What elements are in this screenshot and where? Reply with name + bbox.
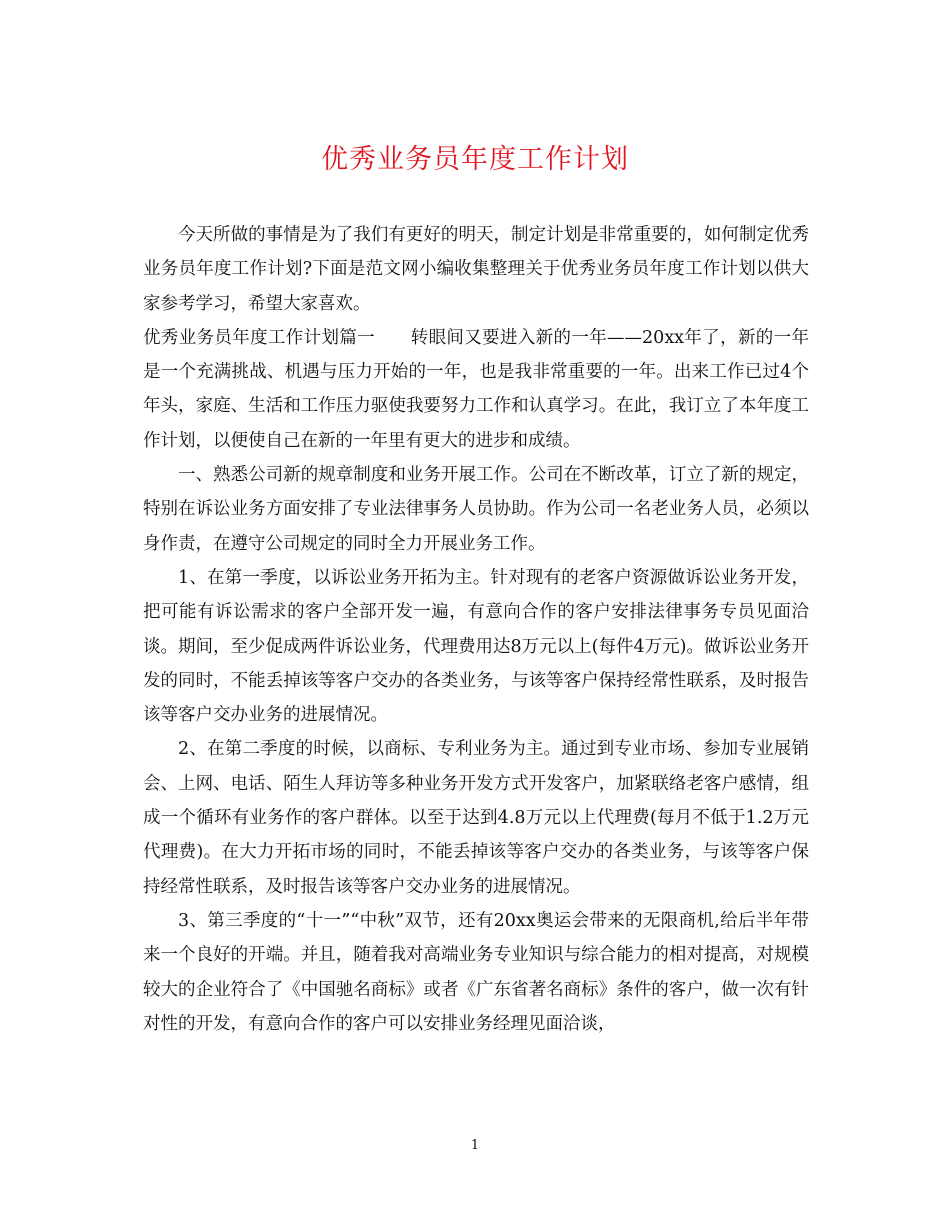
intro-paragraph: 今天所做的事情是为了我们有更好的明天，制定计划是非常重要的，如何制定优秀业务员年度工作计划?下面是范文网小编收集整理关于优秀业务员年度工作计划以供大家参考学习，希望大家喜欢。 — [143, 225, 809, 314]
document-body — [143, 218, 809, 1041]
page-number: 1 — [470, 1138, 480, 1153]
first-quarter-paragraph: 1、在第一季度，以诉讼业务开拓为主。针对现有的老客户资源做诉讼业务开发，把可能有诉讼需求的客户全部开发一遍，有意向合作的客户安排法律事务专员见面洽谈。期间，至少促成两件诉讼业务，代理费用达8万元以上(每件4万元)。做诉讼业务开发的同时，不能丢掉该等客户交办的各类业务，与该等客户保持经常性联系，及时报告该等客户交办业务的进展情况。 — [143, 567, 809, 726]
third-quarter-paragraph: 3、第三季度的“十一”“中秋”双节，还有20xx奥运会带来的无限商机,给后半年带来一个良好的开端。并且，随着我对高端业务专业知识与综合能力的相对提高，对规模较大的企业符合了《中国驰名商标》或者《广东省著名商标》条件的客户，做一次有针对性的开发，有意向合作的客户可以安排业务经理见面洽谈， — [143, 910, 809, 1034]
document-title: 优秀业务员年度工作计划 — [321, 144, 629, 175]
second-quarter-paragraph: 2、在第二季度的时候，以商标、专利业务为主。通过到专业市场、参加专业展销会、上网、电话、陌生人拜访等多种业务开发方式开发客户，加紧联络老客户感情，组成一个循环有业务作的客户群体。以至于达到4.8万元以上代理费(每月不低于1.2万元代理费)。在大力开拓市场的同时，不能丢掉该等客户交办的各类业务，与该等客户保持经常性联系，及时报告该等客户交办业务的进展情况。 — [143, 739, 809, 897]
section-one-paragraph: 一、熟悉公司新的规章制度和业务开展工作。公司在不断改革，订立了新的规定，特别在诉讼业务方面安排了专业法律事务人员协助。作为公司一名老业务人员，必须以身作责，在遵守公司规定的同时全力开展业务工作。 — [143, 465, 809, 554]
plan-paragraph-1: 优秀业务员年度工作计划篇一 转眼间又要进入新的一年——20xx年了，新的一年是一个充满挑战、机遇与压力开始的一年，也是我非常重要的一年。出来工作已过4个年头，家庭、生活和工作压力驱使我要努力工作和认真学习。在此，我订立了本年度工作计划，以便使自己在新的一年里有更大的进步和成绩。 — [143, 327, 809, 451]
